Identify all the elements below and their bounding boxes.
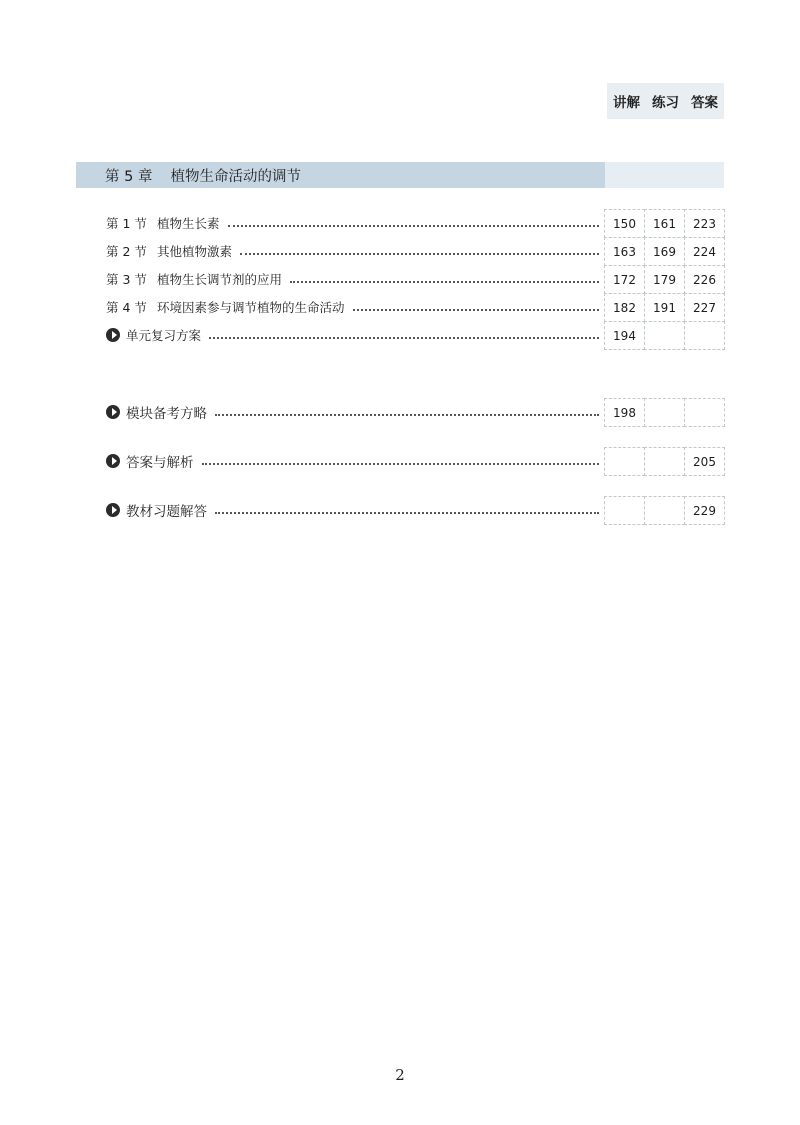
chapter-heading [76,162,724,188]
toc-entry-section-2[interactable] [0,237,800,265]
dot-leader [290,281,599,283]
page-lecture: 163 [604,237,645,266]
section-title: 植物生长素 [157,216,220,231]
section-number: 第 3 节 [106,272,147,287]
page-practice [644,398,685,427]
page-lecture: 150 [604,209,645,238]
page-answer [684,398,725,427]
page-practice [644,496,685,525]
page-answer: 229 [684,496,725,525]
page-answer [684,321,725,350]
toc-entry-unit-review[interactable] [0,321,800,349]
page-number: 2 [395,1066,405,1084]
toc-entry-section-4[interactable] [0,293,800,321]
page-lecture: 194 [604,321,645,350]
page-lecture: 198 [604,398,645,427]
section-number: 第 1 节 [106,216,147,231]
dot-leader [209,337,599,339]
page-answer: 224 [684,237,725,266]
page-answer: 205 [684,447,725,476]
page-lecture: 182 [604,293,645,322]
chapter-title: 植物生命活动的调节 [170,168,301,185]
toc-entry-textbook-exercises[interactable] [0,496,800,524]
page-practice: 161 [644,209,685,238]
dot-leader [215,414,599,416]
page-practice: 191 [644,293,685,322]
column-header-answer: 答案 [691,95,718,111]
page-practice [644,447,685,476]
arrow-right-icon [106,454,120,468]
chapter-number: 第 5 章 [105,168,153,185]
page-answer: 223 [684,209,725,238]
section-title: 其他植物激素 [157,244,233,259]
entry-title: 模块备考方略 [126,406,207,422]
page-practice: 169 [644,237,685,266]
page-lecture: 172 [604,265,645,294]
entry-title: 答案与解析 [126,455,194,471]
dot-leader [228,225,599,227]
page-practice: 179 [644,265,685,294]
entry-title: 单元复习方案 [126,328,202,343]
toc-entry-module-exam-strategy[interactable] [0,398,800,426]
toc-entry-answers-analysis[interactable] [0,447,800,475]
arrow-right-icon [106,405,120,419]
dot-leader [202,463,600,465]
entry-title: 教材习题解答 [126,504,207,520]
page-lecture [604,496,645,525]
arrow-right-icon [106,503,120,517]
section-title: 植物生长调节剂的应用 [157,272,283,287]
section-number: 第 2 节 [106,244,147,259]
page-practice [644,321,685,350]
page-answer: 227 [684,293,725,322]
arrow-right-icon [106,328,120,342]
column-header [607,83,724,119]
dot-leader [353,309,599,311]
page-lecture [604,447,645,476]
dot-leader [215,512,599,514]
section-title: 环境因素参与调节植物的生命活动 [157,300,345,315]
page-answer: 226 [684,265,725,294]
section-number: 第 4 节 [106,300,147,315]
column-header-lecture: 讲解 [613,95,640,111]
dot-leader [240,253,599,255]
toc-entry-section-1[interactable] [0,209,800,237]
column-header-practice: 练习 [652,95,679,111]
toc-entry-section-3[interactable] [0,265,800,293]
